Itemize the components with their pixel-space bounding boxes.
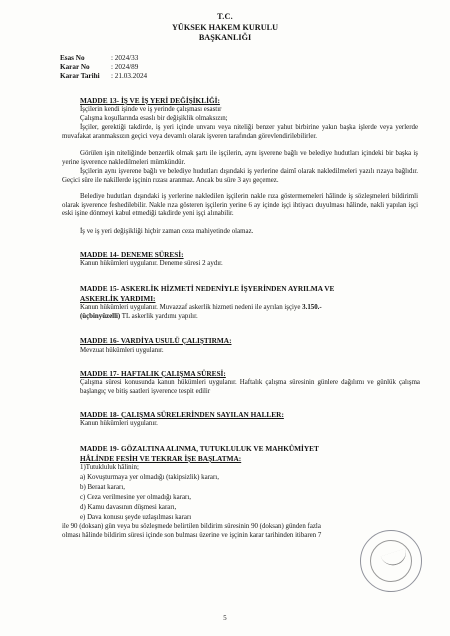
article-13-p4: Görülen işin niteliğinde benzerlik olmak şartı ile işçilerin, aynı işverene bağlı ve belediye hudutları içindeki bir başka iş yerine işverence nakledilmeleri mümkündür.	[62, 150, 418, 166]
article-17-text: Çalışma süresi konusunda kanun hükümleri uygulanır. Haftalık çalışma süresinin günlere dağılımı ve günlük çalışma başlangıç ve bitiş saatleri işverence tespit edilir	[80, 379, 420, 395]
article-19-item: d) Kamu davasının düşmesi kararı,	[80, 504, 177, 511]
article-14-title: MADDE 14- DENEME SÜRESİ:	[80, 250, 184, 259]
askerlik-amount-words: (üçbinyüzelli)	[80, 313, 121, 320]
meta-value: : 2024/89	[111, 63, 139, 71]
article-19-item: c) Ceza verilmesine yer olmadığı kararı,	[80, 494, 191, 501]
article-14-text: Kanun hükümleri uygulanır. Deneme süresi 2 aydır.	[80, 260, 223, 267]
article-19-tail-line2: olması hâlinde bildirim süresi içinde son bulması üzerine ve işçinin karar tarihinden itibaren 7	[62, 532, 322, 539]
article-15-title-line2: ASKERLİK YARDIMI:	[80, 294, 156, 303]
meta-label: Esas No	[60, 54, 85, 62]
article-13-p2: Çalışma koşullarında esaslı bir değişiklik olmaksızın;	[80, 115, 228, 122]
article-13-p3: İşçiler, gerektiği takdirde, iş yeri içinde unvanı veya niteliği benzer yahut birbirine yakın başka işlerde veya yerlerde muvafakat aranmaksızın geçici veya devamlı olarak işveren tarafından görevlendirilebilirler.	[62, 124, 418, 140]
article-17-title: MADDE 17- HAFTALIK ÇALIŞMA SÜRESİ:	[80, 369, 226, 378]
askerlik-amount: 3.150.-	[302, 304, 322, 311]
article-18-text: Kanun hükümleri uygulanır.	[80, 420, 158, 427]
article-19-item: 1)Tutukluluk hâlinin;	[80, 464, 139, 471]
article-13-p6: Belediye hudutları dışındaki iş yerlerine nakledilen işçilerin nakle rıza göstermemeleri hâlinde iş sözleşmeleri bildirimli olarak işverence feshedilebilir. Nakle rıza gösteren işçilerin yerine 6 ay içinde işçi ihtiyacı duyulması hâlinde, nakli yapılan işçi eski işine dönmeyi kabul etmediği takdirde yeni işçi alınabilir.	[62, 193, 418, 217]
page-number: 5	[223, 615, 227, 622]
article-16-text: Mevzuat hükümleri uygulanır.	[80, 347, 164, 354]
meta-label: Karar No	[60, 63, 90, 71]
meta-value: : 2024/33	[111, 54, 139, 62]
article-19-tail-line1: ile 90 (doksan) gün veya bu sözleşmede belirtilen bildirim süresinin 90 (doksan) günden fazla	[62, 523, 321, 530]
header-institution: YÜKSEK HAKEM KURULU	[172, 23, 278, 32]
article-19-title-line2: HÂLİNDE FESİH VE TEKRAR İŞE BAŞLATMA:	[80, 454, 242, 463]
meta-karar-tarihi	[60, 72, 147, 80]
meta-value: : 21.03.2024	[111, 72, 148, 80]
article-19-item: e) Dava konusu şeyde uzlaşılması kararı	[80, 514, 192, 521]
article-15-text: Kanun hükümleri uygulanır. Muvazzaf askerlik hizmeti nedeni ile ayrılan işçiye 3.150.-	[80, 304, 322, 311]
article-16-title: MADDE 16- VARDİYA USULÜ ÇALIŞTIRMA:	[80, 336, 232, 345]
article-19-item: a) Kovuşturmaya yer olmadığı (takipsizlik) kararı,	[80, 474, 219, 481]
meta-esas-no	[60, 54, 138, 62]
meta-label: Karar Tarihi	[60, 72, 100, 80]
article-19-item: b) Beraat kararı,	[80, 484, 125, 491]
article-15-title-line1: MADDE 15- ASKERLİK HİZMETİ NEDENİYLE İŞYERİNDEN AYRILMA VE	[80, 284, 335, 293]
header-office: BAŞKANLIĞI	[198, 33, 252, 42]
article-13-p5: İşçilerin aynı işverene bağlı ve belediye hudutları dışındaki iş yerlerine daimî olarak nakledilmeleri yazılı rızaya bağlıdır. Geçici süre ile nakillerde işçinin rızası aranmaz. Ancak bu süre 3 ayı geçemez.	[62, 168, 418, 184]
meta-karar-no	[60, 63, 138, 71]
article-19-title-line1: MADDE 19- GÖZALTINA ALINMA, TUTUKLULUK VE MAHKÛMİYET	[80, 444, 319, 453]
article-18-title: MADDE 18- ÇALIŞMA SÜRELERİNDEN SAYILAN HALLER:	[80, 410, 284, 419]
article-13-p7: İş ve iş yeri değişikliği hiçbir zaman ceza mahiyetinde olamaz.	[80, 228, 254, 235]
article-13-title: MADDE 13- İŞ VE İŞ YERİ DEĞİŞİKLİĞİ:	[80, 96, 220, 105]
article-13-p1: İşçilerin kendi işinde ve iş yerinde çalışması esastır	[80, 106, 222, 113]
header-tc: T.C.	[217, 12, 233, 21]
article-15-text-2: (üçbinyüzelli) TL askerlik yardımı yapılır.	[80, 313, 198, 320]
